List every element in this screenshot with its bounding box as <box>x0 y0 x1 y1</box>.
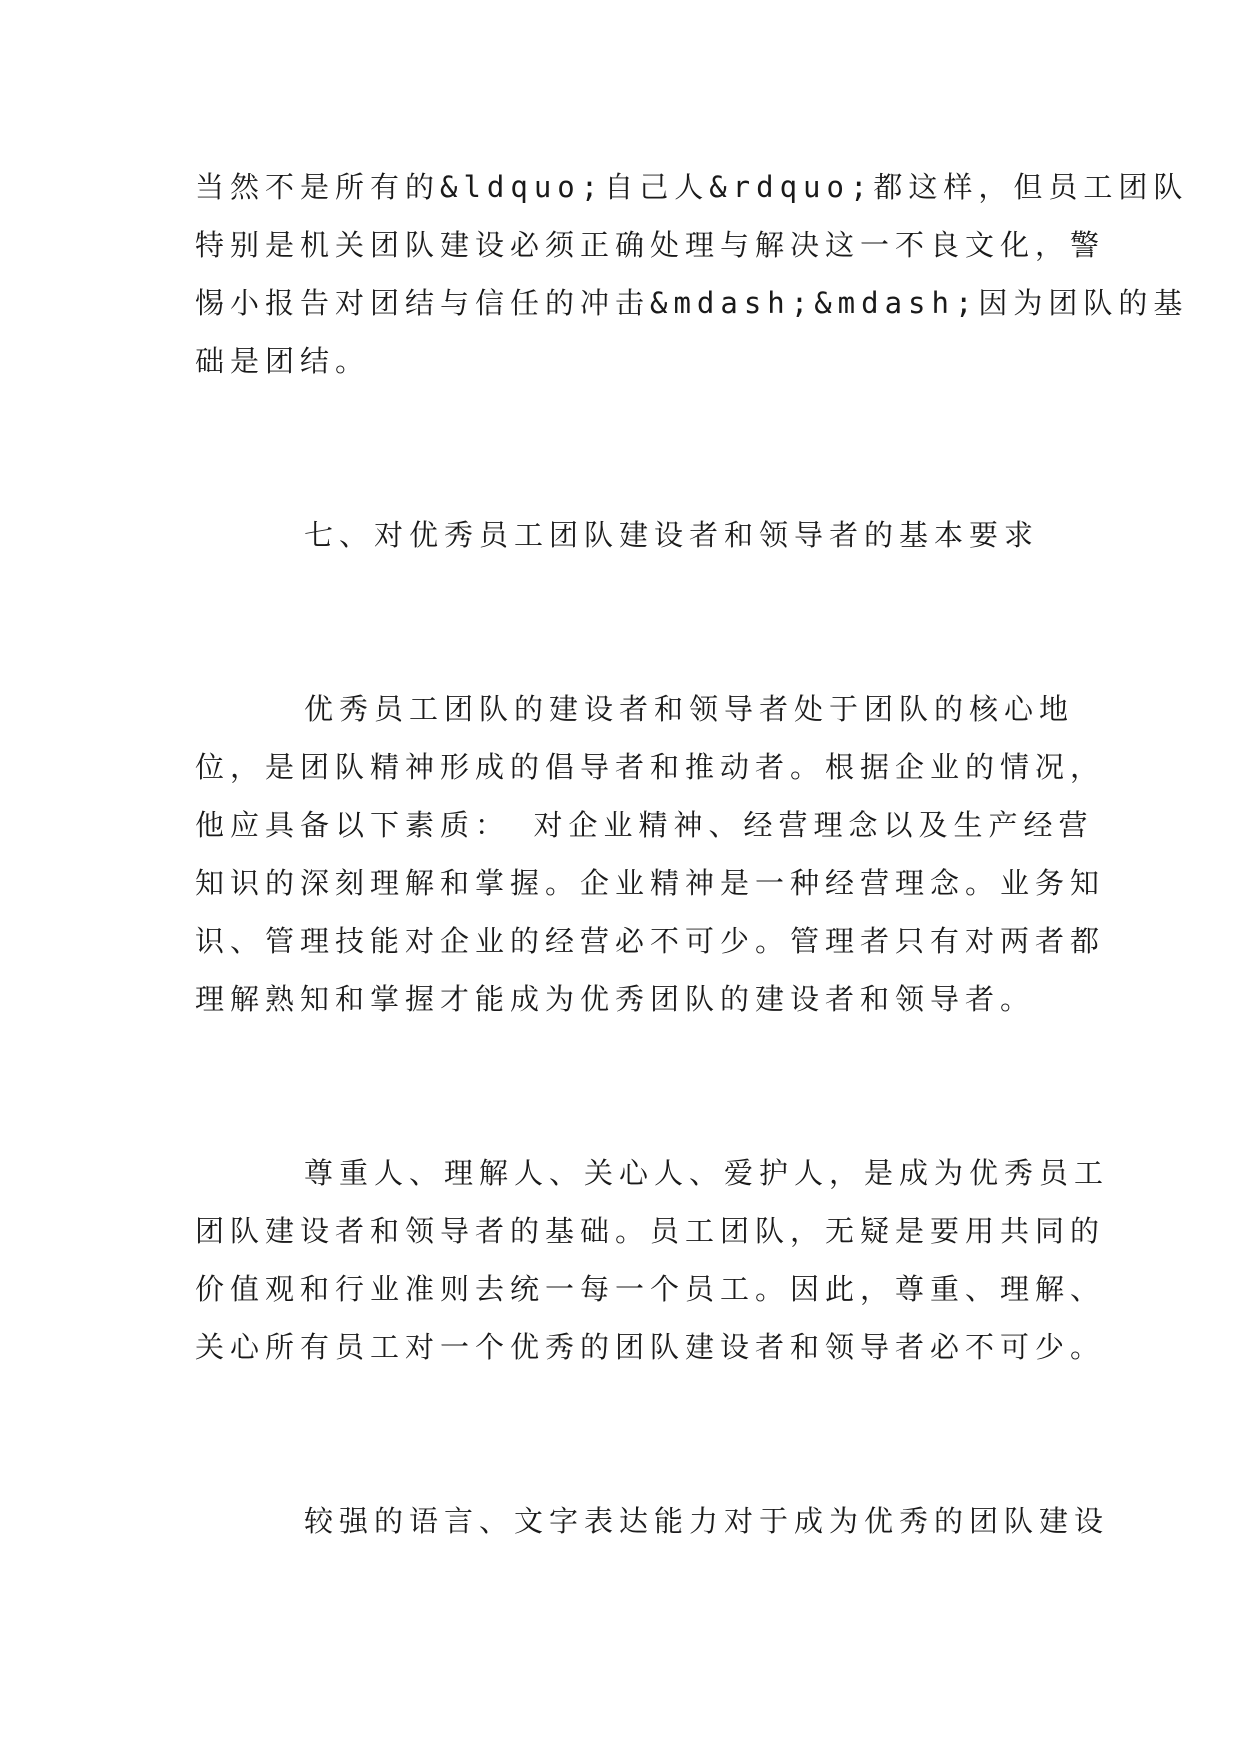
paragraph-2-line-2: 位，是团队精神形成的倡导者和推动者。根据企业的情况， <box>195 750 1106 784</box>
paragraph-3-line-1: 尊重人、理解人、关心人、爱护人，是成为优秀员工 <box>304 1156 1110 1190</box>
paragraph-3-line-3: 价值观和行业准则去统一每一个员工。因此，尊重、理解、 <box>195 1272 1106 1306</box>
paragraph-2-line-6: 理解熟知和掌握才能成为优秀团队的建设者和领导者。 <box>195 982 1036 1016</box>
paragraph-1-line-3: 惕小报告对团结与信任的冲击&mdash;&mdash;因为团队的基 <box>195 286 1189 320</box>
paragraph-2-line-1: 优秀员工团队的建设者和领导者处于团队的核心地 <box>304 692 1075 726</box>
paragraph-2-line-4: 知识的深刻理解和掌握。企业精神是一种经营理念。业务知 <box>195 866 1106 900</box>
paragraph-2-line-5: 识、管理技能对企业的经营必不可少。管理者只有对两者都 <box>195 924 1106 958</box>
paragraph-2-line-3: 他应具备以下素质： 对企业精神、经营理念以及生产经营 <box>195 808 1094 842</box>
paragraph-3-line-2: 团队建设者和领导者的基础。员工团队，无疑是要用共同的 <box>195 1214 1106 1248</box>
paragraph-3-line-4: 关心所有员工对一个优秀的团队建设者和领导者必不可少。 <box>195 1330 1106 1364</box>
paragraph-1-line-2: 特别是机关团队建设必须正确处理与解决这一不良文化，警 <box>195 228 1106 262</box>
paragraph-4-line-1: 较强的语言、文字表达能力对于成为优秀的团队建设 <box>304 1504 1110 1538</box>
paragraph-1-line-4: 础是团结。 <box>195 344 371 378</box>
paragraph-1-line-1: 当然不是所有的&ldquo;自己人&rdquo;都这样，但员工团队 <box>195 170 1189 204</box>
section-heading: 七、对优秀员工团队建设者和领导者的基本要求 <box>304 518 1040 552</box>
